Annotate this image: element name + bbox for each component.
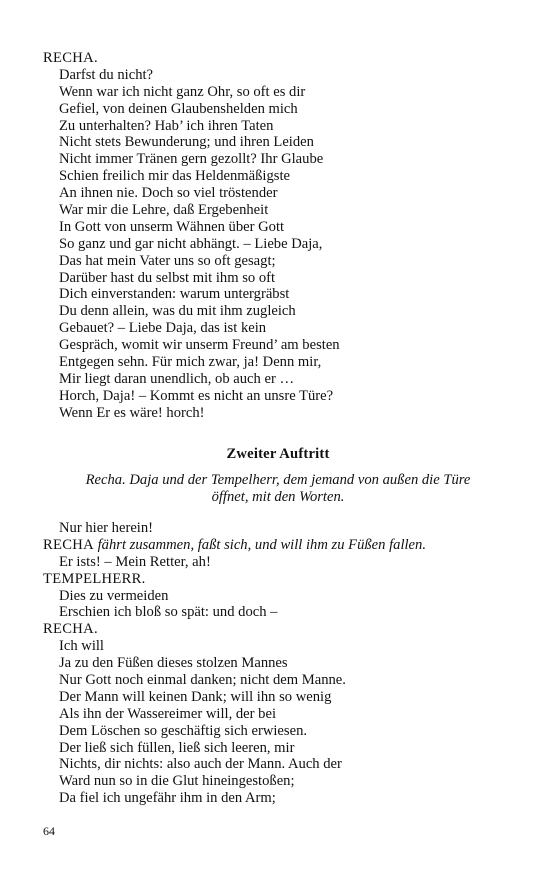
verse-line: Darüber hast du selbst mit ihm so oft — [59, 269, 276, 286]
verse-line: Der ließ sich füllen, ließ sich leeren, mir — [59, 739, 295, 756]
verse-line: Darfst du nicht? — [59, 66, 154, 83]
dialogue-block-1 — [43, 50, 513, 422]
verse-line: Zu unterhalten? Hab’ ich ihren Taten — [59, 117, 274, 134]
verse-line: Dich einverstanden: warum untergräbst — [59, 286, 290, 303]
verse-line: Als ihn der Wassereimer will, der bei — [59, 705, 276, 722]
speaker-line — [43, 537, 513, 554]
dialogue-block-2 — [43, 520, 513, 807]
verse-line: Dies zu vermeiden — [59, 587, 169, 604]
verse-line: Du denn allein, was du mit ihm zugleich — [59, 303, 296, 320]
stage-direction-line: Recha. Daja und der Tempelherr, dem jemand von außen die Türe — [85, 472, 471, 488]
verse-line: So ganz und gar nicht abhängt. – Liebe Daja, — [59, 235, 323, 252]
verse-line: Gefiel, von deinen Glaubenshelden mich — [59, 100, 298, 117]
page-number: 64 — [43, 824, 55, 838]
stage-direction-line: öffnet, mit den Worten. — [211, 489, 345, 505]
speaker-name: RECHA — [43, 536, 94, 553]
verse-line: Das hat mein Vater uns so oft gesagt; — [59, 252, 276, 269]
verse-line: Nicht immer Tränen gern gezollt? Ihr Glaube — [59, 151, 324, 168]
verse-line: In Gott von unserm Wähnen über Gott — [59, 218, 285, 235]
verse-line: Wenn war ich nicht ganz Ohr, so oft es dir — [59, 83, 306, 100]
verse-line: Nicht stets Bewunderung; und ihren Leiden — [59, 134, 314, 151]
scene-title: Zweiter Auftritt — [226, 446, 330, 462]
speaker-name: TEMPELHERR. — [43, 570, 146, 587]
verse-line: Er ists! – Mein Retter, ah! — [59, 553, 211, 570]
inline-stage-direction: fährt zusammen, faßt sich, und will ihm zu Füßen fallen. — [93, 536, 426, 553]
stage-direction — [43, 472, 513, 506]
verse-line: Ward nun so in die Glut hineingestoßen; — [59, 773, 295, 790]
verse-line: Nur hier herein! — [59, 520, 154, 536]
verse-line: Mir liegt daran unendlich, ob auch er … — [59, 370, 295, 387]
verse-line: Da fiel ich ungefähr ihm in den Arm; — [59, 790, 276, 807]
verse-line: Entgegen sehn. Für mich zwar, ja! Denn mir, — [59, 354, 322, 371]
verse-line: Horch, Daja! – Kommt es nicht an unsre Türe? — [59, 387, 334, 404]
verse-line: Wenn Er es wäre! horch! — [59, 404, 205, 421]
verse-line: Gespräch, womit wir unserm Freund’ am besten — [59, 337, 340, 354]
verse-line: Dem Löschen so geschäftig sich erwiesen. — [59, 722, 308, 739]
verse-line: Nur Gott noch einmal danken; nicht dem Manne. — [59, 672, 346, 689]
verse-line: War mir die Lehre, daß Ergebenheit — [59, 202, 269, 219]
verse-line: Schien freilich mir das Heldenmäßigste — [59, 168, 290, 185]
verse-line: An ihnen nie. Doch so viel tröstender — [59, 185, 278, 202]
verse-line: Nichts, dir nichts: also auch der Mann. Auch der — [59, 756, 342, 773]
speaker-name: RECHA. — [43, 50, 98, 66]
verse-line: Gebauet? – Liebe Daja, das ist kein — [59, 320, 267, 337]
verse-line: Erschien ich bloß so spät: und doch – — [59, 604, 278, 621]
verse-line: Ich will — [59, 638, 104, 655]
speaker-name: RECHA. — [43, 621, 98, 638]
verse-line: Der Mann will keinen Dank; will ihn so wenig — [59, 688, 332, 705]
verse-line: Ja zu den Füßen dieses stolzen Mannes — [59, 655, 288, 672]
